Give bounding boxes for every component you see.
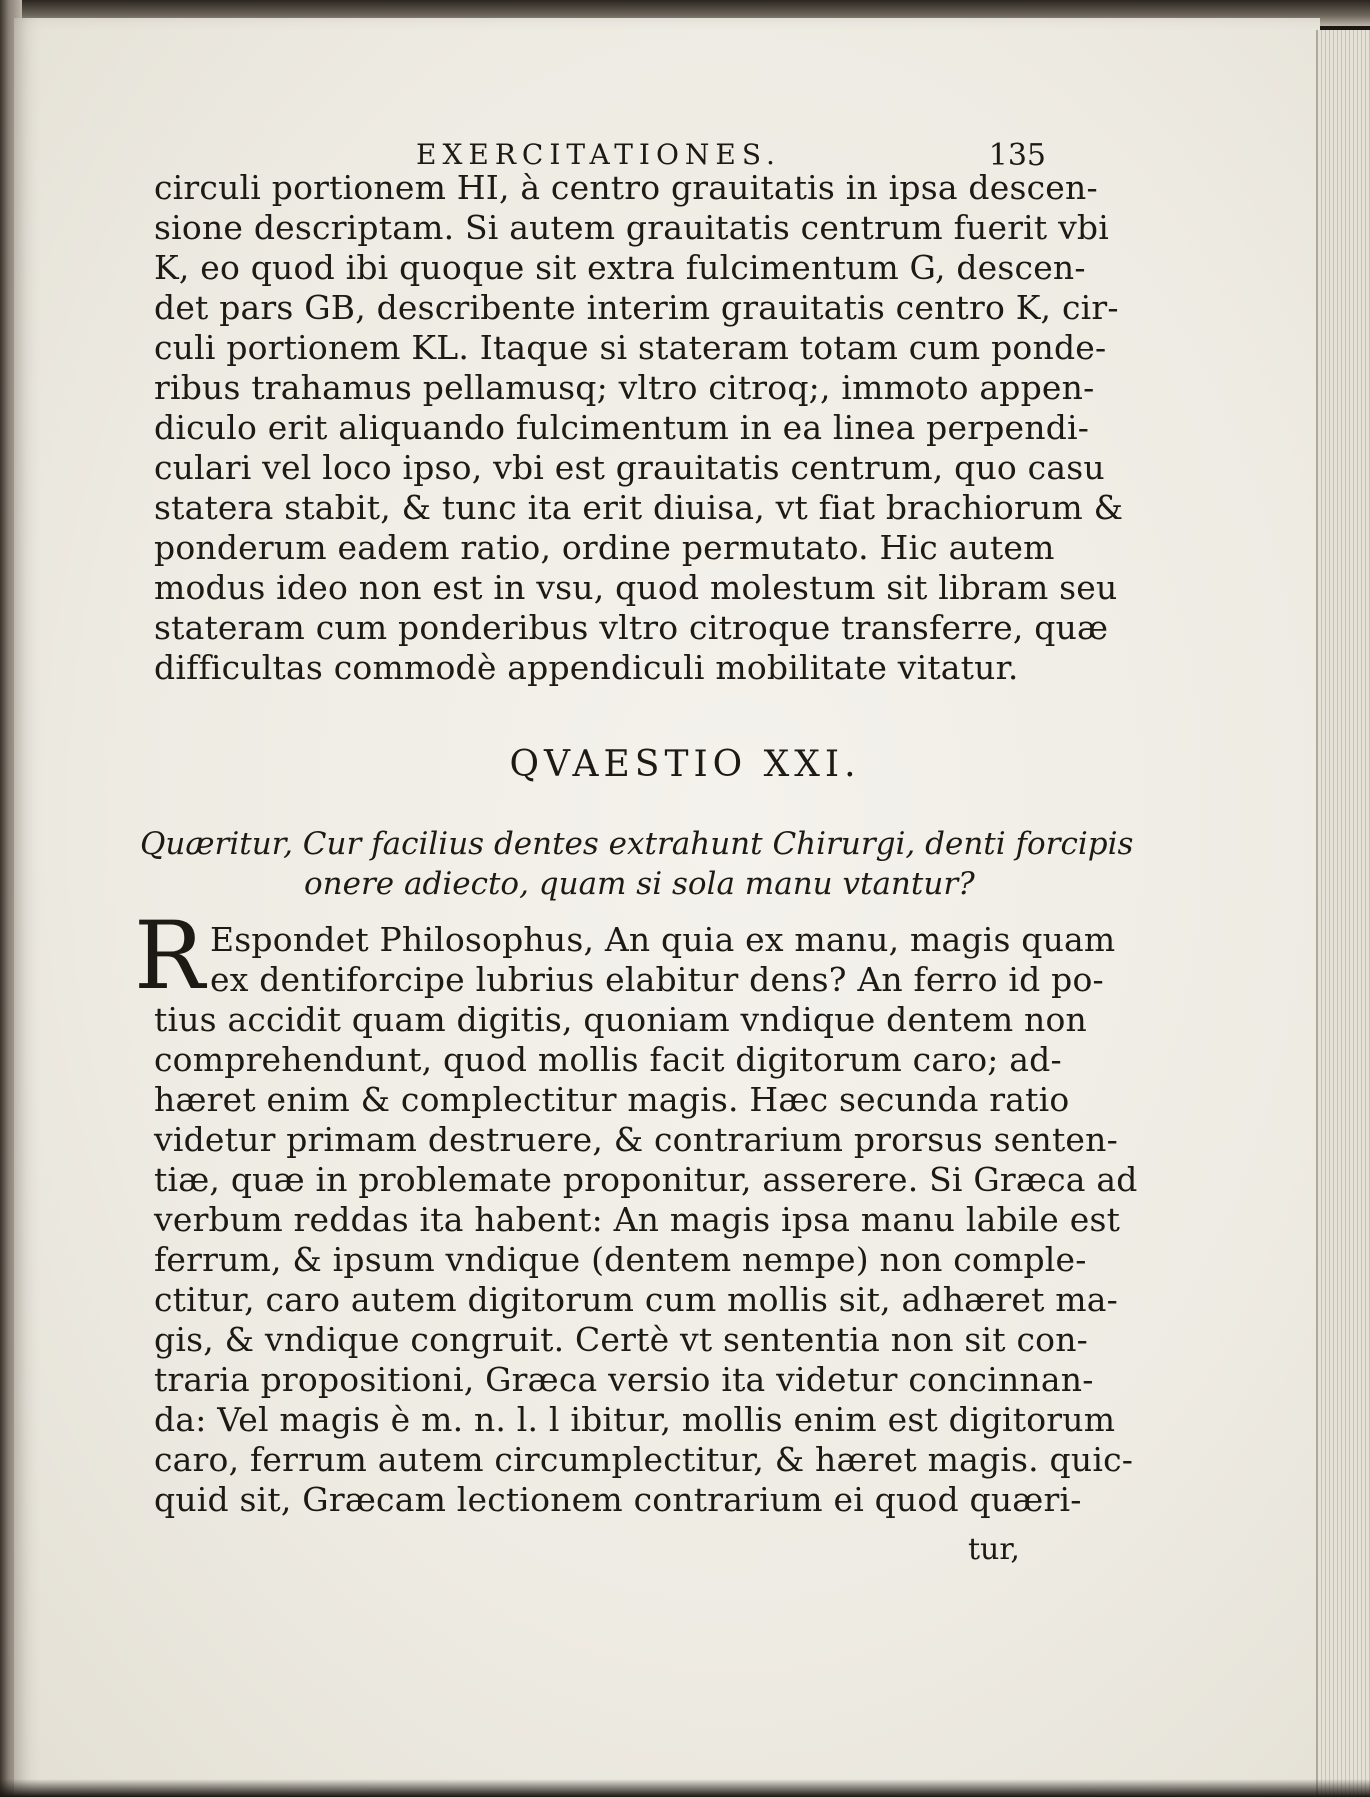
paragraph1-line: modus ideo non est in vsu, quod molestum sit libram seu xyxy=(154,568,1118,607)
paragraph2-line: ctitur, caro autem digitorum cum mollis sit, adhæret ma- xyxy=(154,1280,1118,1319)
paragraph1-line: circuli portionem HI, à centro grauitatis in ipsa descen- xyxy=(154,168,1098,207)
paragraph2-line: gis, & vndique congruit. Certè vt sententia non sit con- xyxy=(154,1320,1089,1359)
paragraph2-line: ferrum, & ipsum vndique (dentem nempe) non comple- xyxy=(154,1240,1087,1279)
paragraph1-line: sione descriptam. Si autem grauitatis centrum fuerit vbi xyxy=(154,208,1110,247)
paragraph2-line: quid sit, Græcam lectionem contrarium ei quod quæri- xyxy=(154,1480,1082,1519)
paragraph1-line: ponderum eadem ratio, ordine permutato. Hic autem xyxy=(154,528,1055,567)
page-number: 135 xyxy=(988,138,1046,173)
paragraph2-line: videtur primam destruere, & contrarium prorsus senten- xyxy=(154,1120,1118,1159)
paragraph2-line: ex dentiforcipe lubrius elabitur dens? An ferro id po- xyxy=(210,960,1104,999)
paragraph2-line: comprehendunt, quod mollis facit digitorum caro; ad- xyxy=(154,1040,1062,1079)
drop-cap: R xyxy=(134,902,205,1011)
question-text-line: Quæritur, Cur facilius dentes extrahunt Chirurgi, denti forcipis xyxy=(140,826,1134,862)
book-page xyxy=(14,18,1320,1797)
paragraph2-line: tiæ, quæ in problemate proponitur, asserere. Si Græca ad xyxy=(154,1160,1138,1199)
bottom-shadow xyxy=(0,1779,1370,1797)
paragraph1-line: K, eo quod ibi quoque sit extra fulcimentum G, descen- xyxy=(154,248,1086,287)
paragraph2-line: hæret enim & complectitur magis. Hæc secunda ratio xyxy=(154,1080,1070,1119)
question-heading: QVAESTIO XXI. xyxy=(509,744,861,785)
page-stack-edge xyxy=(1316,30,1370,1797)
paragraph1-line: det pars GB, describente interim grauitatis centro K, cir- xyxy=(154,288,1119,327)
paragraph1-line: difficultas commodè appendiculi mobilitate vitatur. xyxy=(154,648,1019,687)
paragraph1-line: stateram cum ponderibus vltro citroque transferre, quæ xyxy=(154,608,1109,647)
paragraph2-line: verbum reddas ita habent: An magis ipsa manu labile est xyxy=(154,1200,1121,1239)
paragraph1-line: culi portionem KL. Itaque si stateram totam cum ponde- xyxy=(154,328,1107,367)
catchword: tur, xyxy=(968,1532,1020,1567)
paragraph2-line: tius accidit quam digitis, quoniam vndique dentem non xyxy=(154,1000,1087,1039)
paragraph2-line: Espondet Philosophus, An quia ex manu, magis quam xyxy=(210,920,1116,959)
paragraph1-line: ribus trahamus pellamusq; vltro citroq;, immoto appen- xyxy=(154,368,1095,407)
paragraph1-line: culari vel loco ipso, vbi est grauitatis centrum, quo casu xyxy=(154,448,1105,487)
paragraph2-line: da: Vel magis è m. n. l. l ibitur, mollis enim est digitorum xyxy=(154,1400,1116,1439)
paragraph1-line: statera stabit, & tunc ita erit diuisa, vt fiat brachiorum & xyxy=(154,488,1124,527)
paragraph2-line: caro, ferrum autem circumplectitur, & hæret magis. quic- xyxy=(154,1440,1134,1479)
running-title: EXERCITATIONES. xyxy=(416,138,781,171)
question-text-line: onere adiecto, quam si sola manu vtantur? xyxy=(304,866,975,902)
paragraph1-line: diculo erit aliquando fulcimentum in ea linea perpendi- xyxy=(154,408,1090,447)
paragraph2-line: traria propositioni, Græca versio ita videtur concinnan- xyxy=(154,1360,1094,1399)
